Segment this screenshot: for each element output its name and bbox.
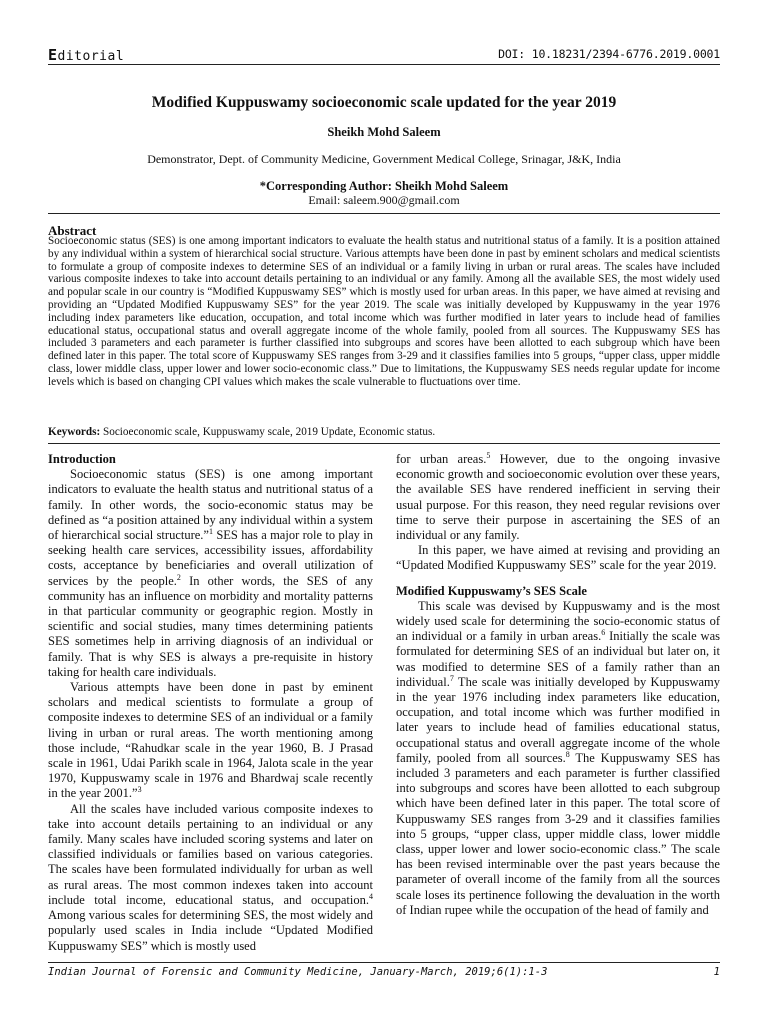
header-rule: [48, 64, 720, 65]
article-page: [48, 0, 720, 1024]
page-number: 1: [713, 966, 720, 978]
corresponding-author: *Corresponding Author: Sheikh Mohd Saleem: [259, 179, 509, 193]
author-affiliation: Demonstrator, Dept. of Community Medicine, Government Medical College, Srinagar, J&K, India: [147, 152, 621, 166]
abstract-heading: Abstract: [48, 223, 97, 238]
left-column: [48, 452, 373, 954]
article-title: Modified Kuppuswamy socioeconomic scale updated for the year 2019: [151, 94, 617, 111]
intro-paragraph: Various attempts have been done in past by eminent scholars and medical scientists to formulate a group of composite indexes to determine SES of an individual or a family living in urban or rural areas. The worth mentioning among those include, “Rahudkar scale in the year 1960, B. J Prasad scale in 1961, Udai Parikh scale in 1964, Jalota scale in the year 1970, Kuppuswamy scale in 1976 and Bhardwaj scale recently in the year 2001.”$^3$: [48, 680, 373, 801]
abstract-text: Socioeconomic status (SES) is one among important indicators to evaluate the health status and nutritional status of a family. It is a position attained by any individual within a system of hierarchical social structure. Various attempts have been done in past by eminent scholars and medical scientists to formulate a group of composite indexes to determine SES of an individual or a family living in urban or rural areas. The scales have included various composite indexes to take into account details pertaining to an individual or any family. Among all the available SES, the most widely used and popular scale in our country is “Modified Kuppuswamy SES” which is mostly used for urban areas. In this paper, we have aimed at revising and providing an “Updated Modified Kuppuswamy SES” for the year 2019. The scale was initially developed by Kuppuswamy in the year 1976 including index parameters like education, occupation, and total income which was further modified in later years to include head of families educational status, occupational status and overall aggregate income of the whole family, pooled from all sources. The Kuppuswamy SES has included 3 parameters and each parameter is further classified into subgroups and scores have been allotted to each subgroup which have been defined later in this paper. The total score of Kuppuswamy SES ranges from 3-29 and it classifies families into 5 groups, “upper class, upper middle class, lower middle class, upper lower and lower socio-economic class.” Due to limitations, the Kuppuswamy SES needs regular update for income levels which is based on changing CPI values which makes the scale vulnerable to fluctuations over time.: [48, 235, 720, 388]
citation[interactable]: 5: [486, 450, 491, 460]
citation[interactable]: 7: [449, 673, 454, 683]
running-header: [48, 46, 720, 64]
footer-rule: [48, 962, 720, 963]
author-email[interactable]: Email: saleem.900@gmail.com: [308, 193, 460, 207]
keywords-text: Socioeconomic scale, Kuppuswamy scale, 2019 Update, Economic status.: [103, 426, 436, 438]
intro-paragraph-continued: for urban areas.$^5$ However, due to the ongoing invasive economic growth and socioeconomic evolution over these years, the available SES have rendered inefficient in serving their usual purpose. For this reason, they need regular revisions over time to serve their purpose in ascertaining the SES of an individual or any family.: [396, 450, 721, 543]
title-rule: [48, 213, 720, 214]
intro-paragraph: All the scales have included various composite indexes to take into account details pertaining to an individual or any family. Many scales have included scoring systems and later on classified individuals or families based on various categories. The scales have been formulated individually for urban as well as rural areas. The most common indexes taken into account include total income, educational status, and occupation.$^4$ Among various scales for determining SES, the most widely and popularly used scales in India include “Updated Modified Kuppuswamy SES” which is mostly used: [48, 801, 373, 953]
author-name: Sheikh Mohd Saleem: [327, 125, 441, 139]
section-paragraph: This scale was devised by Kuppuswamy and is the most widely used scale for determining the socio-economic status of an individual or a family in urban areas.$^6$ Initially the scale was formulated for determining SES of an individual but later on, it was modified to determine SES of a family rather than an individual.$^7$ The scale was initially developed by Kuppuswamy in the year 1976 including index parameters like education, occupation, and total income which was further modified in later years to include head of families educational status, occupational status and overall aggregate income of the whole family, pooled from all sources.$^8$ The Kuppuswamy SES has included 3 parameters and each parameter is further classified into subgroups and scores have been allotted to each subgroup which have been defined later in this paper. The total score of Kuppuswamy SES ranges from 3-29 and it classifies families into 5 groups, “upper class, upper middle class, lower middle class, upper lower and lower socio-economic class.” The scale has been revised interminable over the past years because the parameter of overall income of the family from all the sources scale loses its pertinence following the devaluation in the worth of Indian rupee while the occupation of the head of family and: [396, 598, 720, 917]
citation[interactable]: 1: [208, 526, 213, 536]
section-label: Editorial: [48, 46, 125, 64]
citation[interactable]: 2: [176, 572, 181, 582]
right-column: [396, 452, 720, 918]
keywords-rule: [48, 443, 720, 444]
intro-paragraph: Socioeconomic status (SES) is one among important indicators to evaluate the health status and nutritional status of a family. In other words, the socio-economic status may be defined as “a position attained by any individual within a system of hierarchical social structure.”$^1$ SES has a major role to play in seeking health care services, accessibility issues, affordability costs, acceptance by beneficiaries and overall utilization of services by the people.$^2$ In other words, the SES of any community has an influence on morbidity and mortality patterns in that particular community or geographic region. Mostly in scientific and social studies, many times determining patients SES sometimes help in arriving diagnosis of an individual or family. That is why SES is always a pre-requisite in history taking for health care individuals.: [48, 467, 373, 679]
citation[interactable]: 3: [137, 785, 142, 795]
citation[interactable]: 4: [369, 891, 373, 901]
journal-citation: Indian Journal of Forensic and Community Medicine, January-March, 2019;6(1):1-3: [48, 966, 548, 978]
citation[interactable]: 6: [601, 628, 606, 638]
citation[interactable]: 8: [565, 749, 570, 759]
section-heading: Modified Kuppuswamy’s SES Scale: [396, 583, 587, 598]
introduction-heading: Introduction: [48, 452, 116, 466]
keywords-label: Keywords:: [48, 426, 101, 438]
intro-paragraph: In this paper, we have aimed at revising and providing an “Updated Modified Kuppuswamy SES” scale for the year 2019.: [396, 543, 720, 573]
keywords: [48, 426, 720, 439]
doi[interactable]: DOI: 10.18231/2394-6776.2019.0001: [498, 47, 720, 61]
running-footer: [48, 966, 720, 980]
